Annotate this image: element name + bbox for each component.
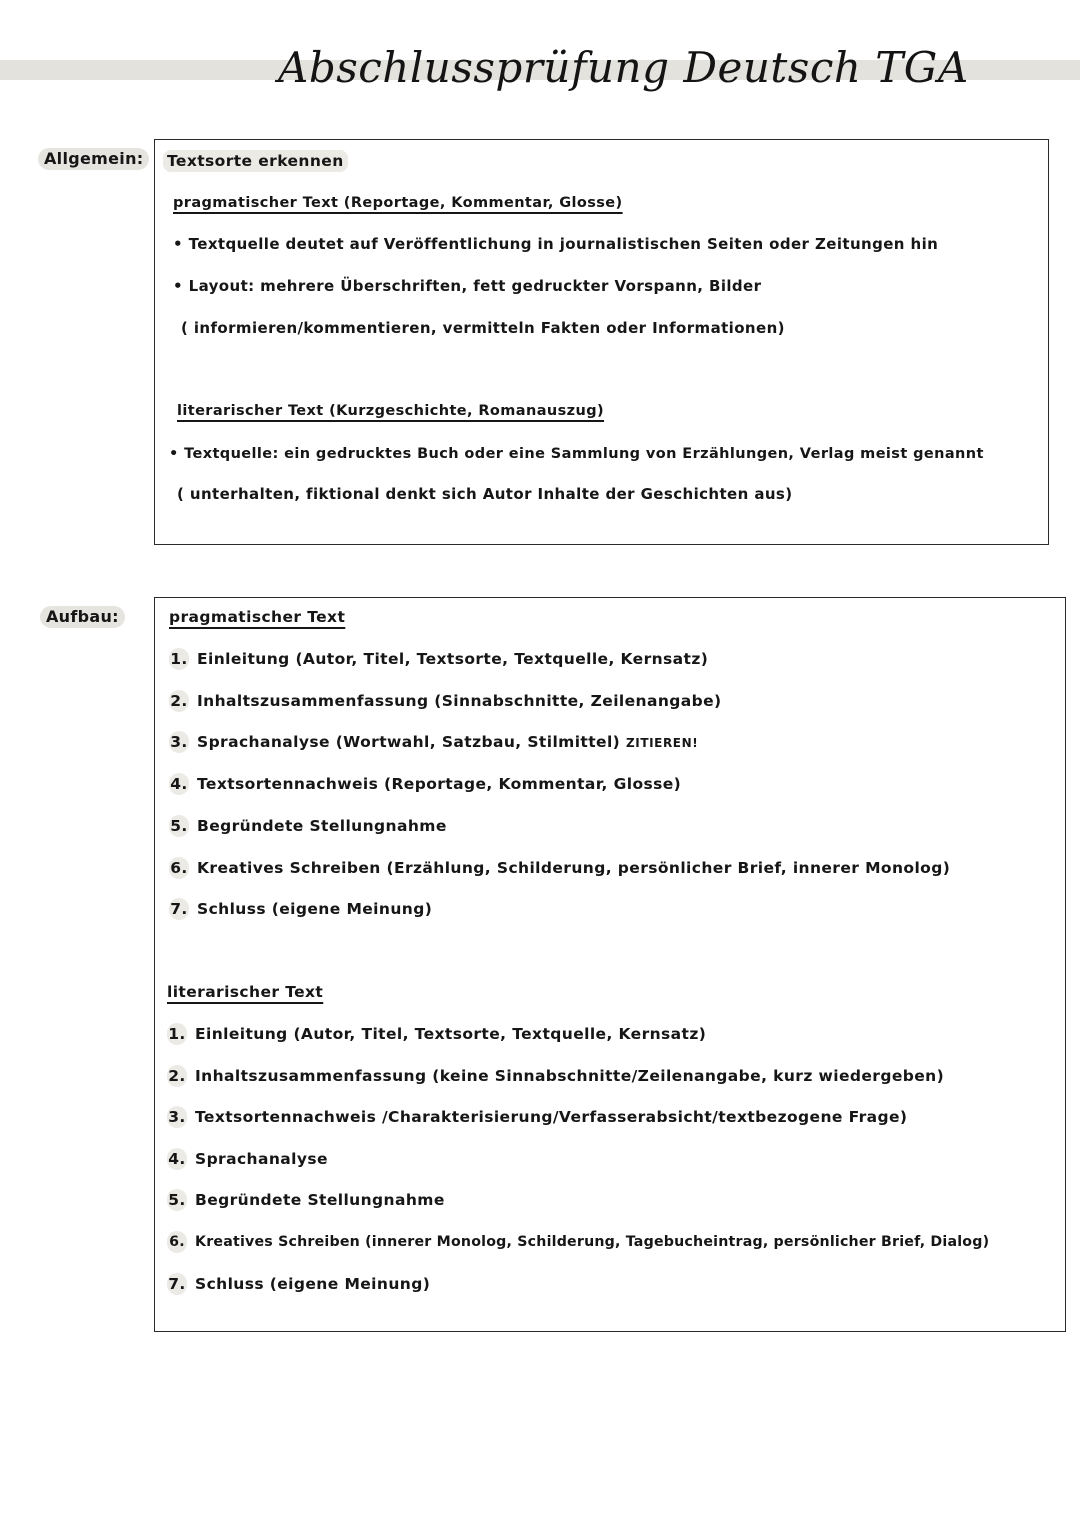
list-text: Einleitung (Autor, Titel, Textsorte, Textquelle, Kernsatz) [195,1025,707,1043]
zitieren-note: ZITIEREN! [625,736,699,750]
list-number: 6. [170,859,188,877]
heading-aufbau-pragmatisch: pragmatischer Text [169,608,346,626]
list-text: Schluss (eigene Meinung) [197,900,433,918]
list-text: Inhaltszusammenfassung (keine Sinnabschnitte/Zeilenangabe, kurz wiedergeben) [195,1067,945,1085]
list-text: Sprachanalyse [195,1150,328,1168]
list-item [167,1065,944,1087]
list-text: Inhaltszusammenfassung (Sinnabschnitte, Zeilenangabe) [197,692,722,710]
list-number: 1. [170,650,188,668]
list-text: Kreatives Schreiben (innerer Monolog, Schilderung, Tagebucheintrag, persönlicher Brief, Dialog) [195,1234,990,1250]
list-text: Schluss (eigene Meinung) [195,1275,431,1293]
pragmatisch-line-3: ( informieren/kommentieren, vermitteln Fakten oder Informationen) [181,319,785,337]
pragmatisch-line-1: • Textquelle deutet auf Veröffentlichung in journalistischen Seiten oder Zeitungen hin [173,235,939,253]
box-aufbau [154,597,1066,1332]
pragmatisch-line-2: • Layout: mehrere Überschriften, fett gedruckter Vorspann, Bilder [173,277,762,295]
list-number: 5. [168,1191,186,1209]
list-item [167,1273,430,1295]
list-item [169,857,950,879]
list-item [167,1106,907,1128]
list-item [167,1148,328,1170]
list-item [169,815,447,837]
heading-literarischer-text: literarischer Text (Kurzgeschichte, Romanauszug) [177,403,605,419]
list-item [167,1023,706,1045]
list-number: 2. [168,1067,186,1085]
list-item [167,1231,989,1253]
box-allgemein [154,139,1049,545]
literarisch-line-1: • Textquelle: ein gedrucktes Buch oder eine Sammlung von Erzählungen, Verlag meist genannt [169,446,984,462]
list-number: 4. [170,775,188,793]
list-item [169,898,432,920]
list-text: Sprachanalyse (Wortwahl, Satzbau, Stilmittel) [197,733,621,751]
list-number: 4. [168,1150,186,1168]
label-aufbau: Aufbau: [40,606,125,628]
list-number: 6. [167,1231,187,1253]
list-number: 3. [170,733,188,751]
list-text: Kreatives Schreiben (Erzählung, Schilderung, persönlicher Brief, innerer Monolog) [197,859,951,877]
list-text: Begründete Stellungnahme [195,1191,445,1209]
list-item [167,1189,445,1211]
list-item [169,648,708,670]
list-number: 7. [170,900,188,918]
heading-pragmatischer-text: pragmatischer Text (Reportage, Kommentar, Glosse) [173,195,623,211]
label-allgemein: Allgemein: [38,148,149,170]
list-number: 5. [170,817,188,835]
list-text: Begründete Stellungnahme [197,817,447,835]
list-number: 7. [168,1275,186,1293]
list-number: 1. [168,1025,186,1043]
list-text: Einleitung (Autor, Titel, Textsorte, Textquelle, Kernsatz) [197,650,709,668]
list-text: Textsortennachweis (Reportage, Kommentar, Glosse) [197,775,682,793]
heading-textsorte-erkennen: Textsorte erkennen [163,150,348,172]
list-text: Textsortennachweis /Charakterisierung/Verfasserabsicht/textbezogene Frage) [195,1108,908,1126]
heading-aufbau-literarisch: literarischer Text [167,983,324,1001]
list-number: 3. [168,1108,186,1126]
page-title: Abschlussprüfung Deutsch TGA [278,43,969,92]
list-item [169,773,681,795]
list-number: 2. [170,692,188,710]
list-item [169,731,698,754]
list-item [169,690,722,712]
literarisch-line-2: ( unterhalten, fiktional denkt sich Autor Inhalte der Geschichten aus) [177,485,793,503]
